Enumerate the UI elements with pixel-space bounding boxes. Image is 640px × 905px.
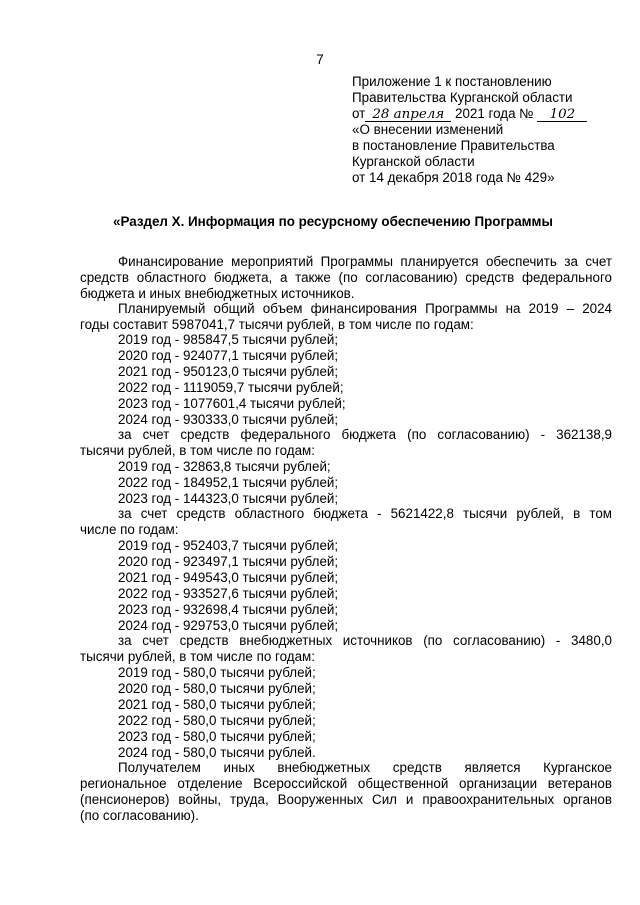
paragraph-line: Финансирование мероприятий Программы планируется обеспечить за счет [118, 254, 612, 269]
header-date-line [352, 106, 587, 122]
paragraph-line: Получателем иных внебюджетных средств является Курганское [118, 760, 612, 775]
paragraph-line: Планируемый общий объем финансирования Программы на 2019 – 2024 [118, 301, 612, 316]
list-item: 2021 год - 580,0 тысячи рублей; [118, 697, 316, 712]
list-item: 2022 год - 580,0 тысячи рублей; [118, 713, 316, 728]
list-item: 2023 год - 144323,0 тысячи рублей; [118, 491, 339, 506]
list-item: 2020 год - 580,0 тысячи рублей; [118, 681, 316, 696]
list-item: 2022 год - 933527,6 тысячи рублей; [118, 586, 339, 601]
list-item: 2019 год - 32863,8 тысячи рублей; [118, 459, 331, 474]
list-item: 2019 год - 985847,5 тысячи рублей; [118, 332, 339, 347]
header-line: Правительства Курганской области [352, 90, 573, 105]
paragraph-line: региональное отделение Всероссийской общественной организации ветеранов [80, 776, 612, 791]
page-number: 7 [316, 52, 324, 67]
list-item: 2024 год - 930333,0 тысячи рублей; [118, 412, 339, 427]
date-prefix: от [352, 106, 366, 121]
header-line: Приложение 1 к постановлению [352, 74, 552, 89]
paragraph-line: за счет средств внебюджетных источников (по согласованию) - 3480,0 [118, 633, 612, 648]
list-item: 2023 год - 580,0 тысячи рублей; [118, 729, 316, 744]
list-item: 2020 год - 924077,1 тысячи рублей; [118, 348, 339, 363]
paragraph-line: средств областного бюджета, а также (по согласованию) средств федерального [80, 270, 612, 285]
paragraph-line: тысячи рублей, в том числе по годам: [80, 649, 315, 664]
paragraph-line: тысячи рублей, в том числе по годам: [80, 443, 315, 458]
list-item: 2023 год - 932698,4 тысячи рублей; [118, 602, 339, 617]
list-item: 2023 год - 1077601,4 тысячи рублей; [118, 396, 346, 411]
paragraph-line: числе по годам: [80, 522, 179, 537]
header-line: Курганской области [352, 154, 475, 169]
header-line: в постановление Правительства [352, 138, 555, 153]
paragraph-line: за счет средств областного бюджета - 5621422,8 тысячи рублей, в том [118, 506, 612, 521]
list-item: 2021 год - 950123,0 тысячи рублей; [118, 364, 339, 379]
paragraph-line: годы составит 5987041,7 тысячи рублей, в том числе по годам: [80, 317, 474, 332]
section-title: «Раздел X. Информация по ресурсному обеспечению Программы [113, 214, 553, 229]
header-line: «О внесении изменений [352, 122, 504, 137]
list-item: 2020 год - 923497,1 тысячи рублей; [118, 554, 339, 569]
paragraph-line: (пенсионеров) войны, труда, Вооруженных Сил и правоохранительных органов [80, 792, 612, 807]
list-item: 2024 год - 929753,0 тысячи рублей; [118, 618, 339, 633]
paragraph-line: бюджета и иных внебюджетных источников. [80, 286, 355, 301]
handwritten-date: 28 апреля [365, 108, 451, 122]
paragraph-line: за счет средств федерального бюджета (по согласованию) - 362138,9 [118, 427, 612, 442]
list-item: 2019 год - 580,0 тысячи рублей; [118, 665, 316, 680]
list-item: 2022 год - 1119059,7 тысячи рублей; [118, 380, 344, 395]
list-item: 2024 год - 580,0 тысячи рублей. [118, 745, 316, 760]
list-item: 2021 год - 949543,0 тысячи рублей; [118, 570, 339, 585]
list-item: 2019 год - 952403,7 тысячи рублей; [118, 538, 339, 553]
list-item: 2022 год - 184952,1 тысячи рублей; [118, 475, 339, 490]
header-line: от 14 декабря 2018 года № 429» [352, 170, 555, 185]
paragraph-line: (по согласованию). [80, 808, 199, 823]
handwritten-number: 102 [537, 108, 587, 122]
date-suffix: 2021 года № [455, 106, 534, 121]
